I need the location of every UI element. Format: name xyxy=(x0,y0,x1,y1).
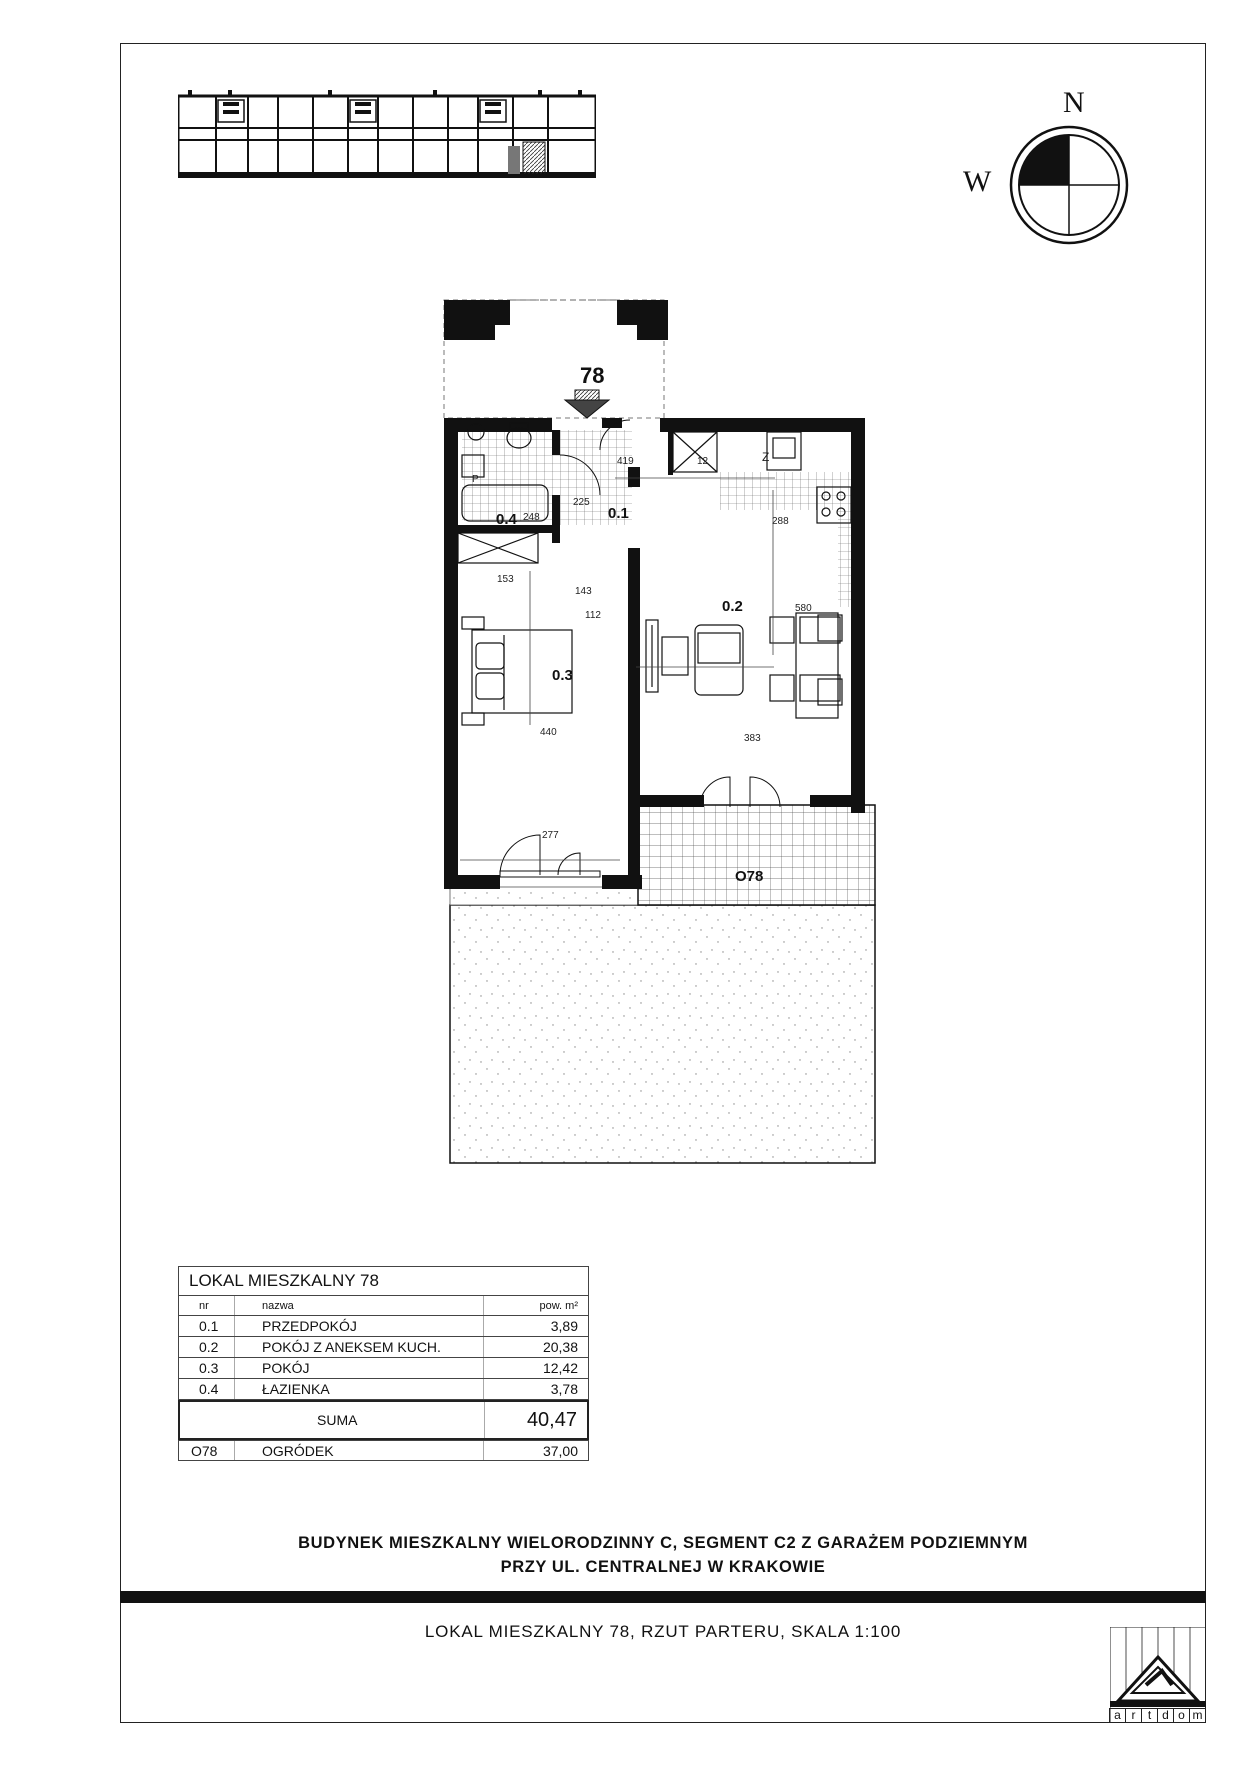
row-area: 20,38 xyxy=(483,1337,588,1357)
dim-12: 12 xyxy=(697,456,709,467)
dim-288: 288 xyxy=(772,516,789,527)
sum-area: 40,47 xyxy=(484,1402,587,1438)
title-block-divider xyxy=(120,1591,1206,1603)
table-row xyxy=(178,1358,589,1379)
compass-north-label: N xyxy=(1063,86,1085,119)
logo-letter: m xyxy=(1189,1708,1206,1723)
building-headline-line2: PRZY UL. CENTRALNEJ W KRAKOWIE xyxy=(500,1558,826,1576)
logo-letter: a xyxy=(1109,1708,1126,1723)
logo-letter: o xyxy=(1173,1708,1190,1723)
room-label-0-2: 0.2 xyxy=(722,598,743,615)
logo-letter: t xyxy=(1141,1708,1158,1723)
table-sum-row xyxy=(178,1400,589,1440)
table-header-row xyxy=(178,1296,589,1316)
entrance-canopy xyxy=(444,300,668,418)
row-area: 12,42 xyxy=(483,1358,588,1378)
dim-383: 383 xyxy=(744,733,761,744)
dim-580: 580 xyxy=(795,603,812,614)
dim-143: 143 xyxy=(575,586,592,597)
room-label-0-4: 0.4 xyxy=(496,511,517,528)
garden-area-value: 37,00 xyxy=(483,1441,588,1460)
garden-label-o78: O78 xyxy=(735,868,764,885)
compass-west-label: W xyxy=(963,165,992,198)
garden-area xyxy=(450,905,875,1163)
dim-248: 248 xyxy=(523,512,540,523)
row-name: ŁAZIENKA xyxy=(234,1379,483,1399)
meter-label: P xyxy=(472,474,479,485)
header-area: pow. m² xyxy=(483,1296,588,1315)
drawing-caption: LOKAL MIESZKALNY 78, RZUT PARTERU, SKALA 1:100 xyxy=(424,1622,902,1641)
building-headline-line1: BUDYNEK MIESZKALNY WIELORODZINNY C, SEGMENT C2 Z GARAŻEM PODZIEMNYM xyxy=(298,1534,1028,1552)
header-nr: nr xyxy=(199,1299,209,1312)
row-nr: 0.4 xyxy=(199,1381,219,1397)
row-area: 3,89 xyxy=(483,1316,588,1336)
table-row xyxy=(178,1379,589,1400)
logo-wordmark xyxy=(1110,1708,1206,1723)
dim-419: 419 xyxy=(617,456,634,467)
garden-nr: O78 xyxy=(191,1442,218,1459)
dim-440: 440 xyxy=(540,727,557,738)
sum-label: SUMA xyxy=(317,1412,358,1428)
terrace-o78 xyxy=(638,805,875,905)
north-compass xyxy=(960,88,1160,258)
area-table xyxy=(178,1266,589,1461)
logo-letter: d xyxy=(1157,1708,1174,1723)
table-row xyxy=(178,1316,589,1337)
row-nr: 0.2 xyxy=(199,1339,219,1355)
room-label-0-3: 0.3 xyxy=(552,667,573,684)
logo-letter: r xyxy=(1125,1708,1142,1723)
row-nr: 0.1 xyxy=(199,1318,219,1334)
building-key-plan xyxy=(178,88,596,194)
row-name: POKÓJ Z ANEKSEM KUCH. xyxy=(234,1337,483,1357)
header-name: nazwa xyxy=(234,1296,483,1315)
dim-112: 112 xyxy=(585,610,601,621)
dim-153: 153 xyxy=(497,574,514,585)
room-label-0-1: 0.1 xyxy=(608,505,629,522)
dim-277: 277 xyxy=(542,830,559,841)
table-row xyxy=(178,1337,589,1358)
row-name: PRZEDPOKÓJ xyxy=(234,1316,483,1336)
floor-plan xyxy=(440,295,890,1170)
table-title: LOKAL MIESZKALNY 78 xyxy=(178,1266,589,1296)
garden-row xyxy=(178,1440,589,1461)
entrance-arrow-icon xyxy=(565,390,609,418)
row-name: POKÓJ xyxy=(234,1358,483,1378)
fridge-label: Z xyxy=(762,450,770,464)
dim-225: 225 xyxy=(573,497,590,508)
garden-name: OGRÓDEK xyxy=(234,1441,483,1460)
row-nr: 0.3 xyxy=(199,1360,219,1376)
row-area: 3,78 xyxy=(483,1379,588,1399)
unit-number: 78 xyxy=(580,363,605,388)
